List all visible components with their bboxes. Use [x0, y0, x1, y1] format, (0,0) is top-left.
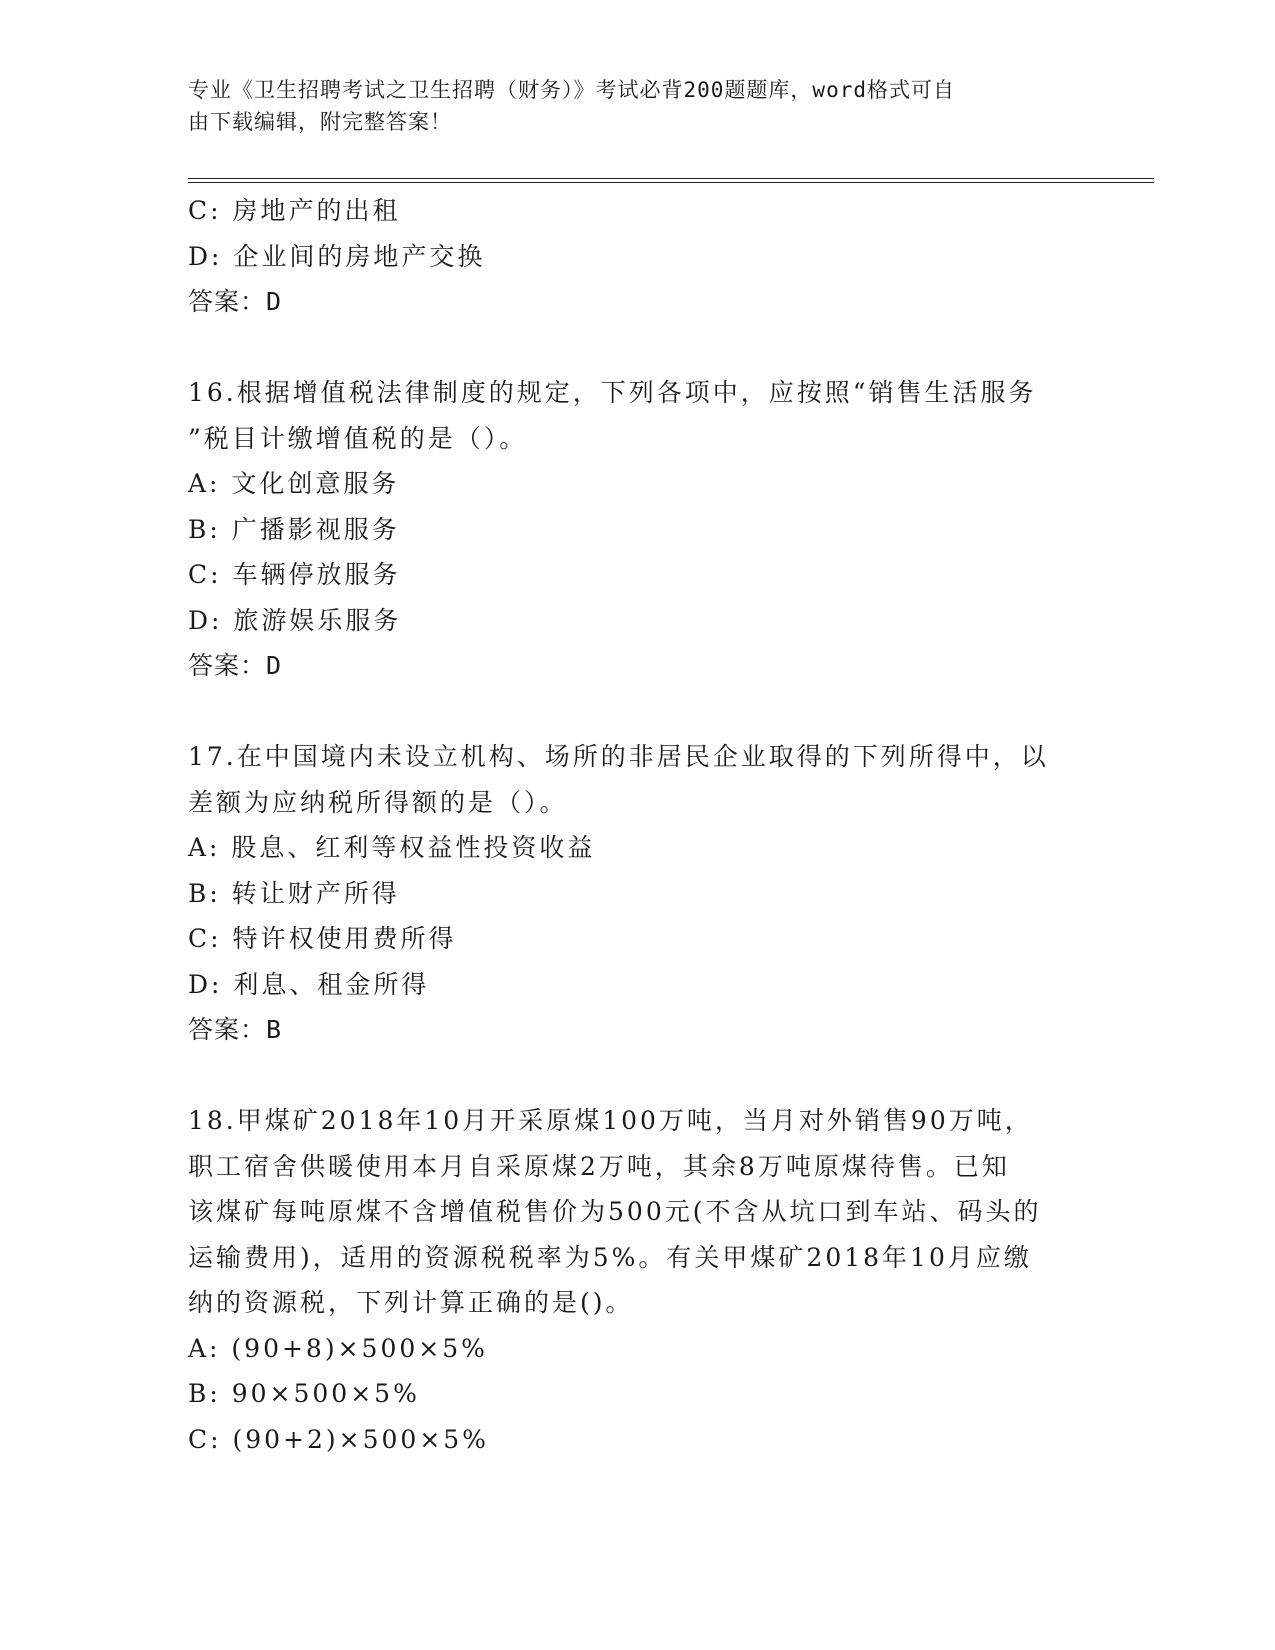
question-list: [188, 188, 1088, 1462]
question-stem-line: 18.甲煤矿2018年10月开采原煤100万吨，当月对外销售90万吨，: [188, 1106, 1033, 1135]
answer-line: 答案：B: [188, 1015, 283, 1044]
option-d: D: 旅游娱乐服务: [188, 605, 402, 635]
option-b: B: 转让财产所得: [188, 878, 400, 908]
option-c: C: (90+2)×500×5%: [188, 1424, 489, 1454]
question-17: [188, 734, 1088, 1053]
question-16: [188, 370, 1088, 689]
option-b: B: 90×500×5%: [188, 1379, 420, 1408]
question-stem-line: 运输费用)，适用的资源税税率为5%。有关甲煤矿2018年10月应缴: [188, 1242, 1032, 1272]
question-stem-line: 17.在中国境内未设立机构、场所的非居民企业取得的下列所得中，以: [188, 742, 1049, 771]
question-stem-line: 纳的资源税，下列计算正确的是()。: [188, 1288, 634, 1317]
option-c: C: 车辆停放服务: [188, 560, 401, 589]
question-stem-line: 职工宿舍供暖使用本月自采原煤2万吨，其余8万吨原煤待售。已知: [188, 1151, 1010, 1181]
option-d: D: 利息、租金所得: [188, 969, 430, 999]
option-a: A: 股息、红利等权益性投资收益: [188, 833, 596, 862]
spacer: [188, 325, 1088, 371]
question-stem-line: 差额为应纳税所得额的是（）。: [188, 787, 568, 817]
question-continued: [188, 188, 1088, 325]
question-stem-line: ”税目计缴增值税的是（）。: [188, 423, 528, 453]
header-line-2: 由下载编辑，附完整答案！: [188, 110, 452, 134]
option-b: B: 广播影视服务: [188, 514, 400, 544]
option-c: C: 特许权使用费所得: [188, 924, 457, 953]
answer-line: 答案：D: [188, 651, 283, 680]
option-a: A: (90+8)×500×5%: [188, 1333, 488, 1363]
header-divider: [188, 178, 1154, 183]
answer-line: 答案：D: [188, 287, 283, 316]
question-stem-line: 该煤矿每吨原煤不含增值税售价为500元(不含从坑口到车站、码头的: [188, 1197, 1042, 1226]
question-stem-line: 16.根据增值税法律制度的规定，下列各项中，应按照“销售生活服务: [188, 378, 1037, 407]
option-d: D: 企业间的房地产交换: [188, 241, 486, 271]
spacer: [188, 1053, 1088, 1099]
question-18: [188, 1098, 1088, 1462]
option-c: C: 房地产的出租: [188, 196, 401, 225]
spacer: [188, 689, 1088, 735]
option-a: A: 文化创意服务: [188, 469, 400, 498]
header-line-1: 专业《卫生招聘考试之卫生招聘（财务）》考试必背200题题库，word格式可自: [188, 78, 955, 102]
document-header: [188, 74, 1068, 138]
